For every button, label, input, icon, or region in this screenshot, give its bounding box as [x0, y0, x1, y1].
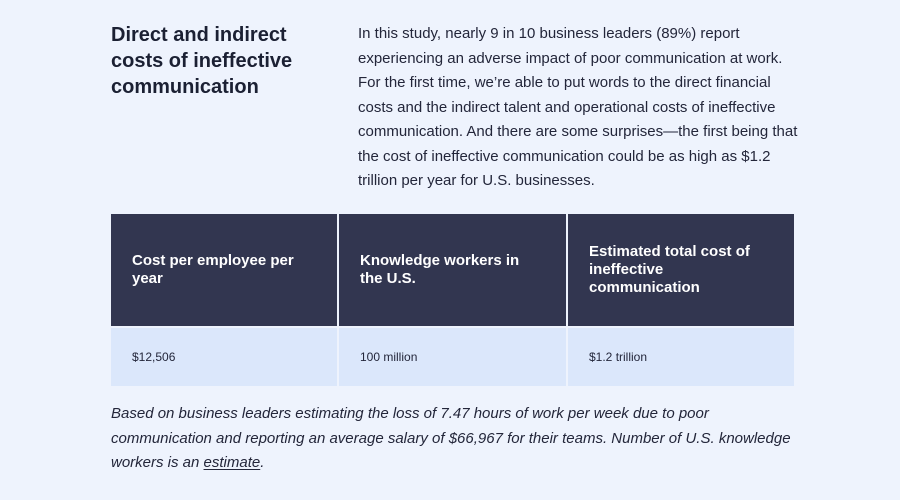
cost-table — [111, 214, 794, 386]
footnote-end: . — [260, 454, 265, 471]
footnote-text: Based on business leaders estimating the loss of 7.47 hours of work per week due to poor communication and reporting an average salary of $66,967 for their teams. Number of U.S. knowledge workers is an — [111, 405, 791, 471]
intro-paragraph: In this study, nearly 9 in 10 business leaders (89%) report experiencing an adverse impact of poor communication at work. For the first time, we’re able to put words to the direct financial costs and the indirect talent and operational costs of ineffective communication. And there are some surprises—the first being that the cost of ineffective communication could be as high as $1.2 trillion per year for U.S. businesses. — [358, 25, 798, 189]
footnote — [111, 402, 811, 476]
header-knowledge-workers: Knowledge workers in the U.S. — [339, 214, 566, 326]
header-total-cost: Estimated total cost of ineffective communication — [568, 214, 794, 326]
cell-knowledge-workers: 100 million — [339, 328, 566, 386]
header-cost-per-employee: Cost per employee per year — [111, 214, 337, 326]
section-heading: Direct and indirect costs of ineffective communication — [111, 24, 293, 98]
cell-cost-per-employee: $12,506 — [111, 328, 337, 386]
estimate-link[interactable]: estimate — [203, 454, 261, 471]
cell-total-cost: $1.2 trillion — [568, 328, 794, 386]
